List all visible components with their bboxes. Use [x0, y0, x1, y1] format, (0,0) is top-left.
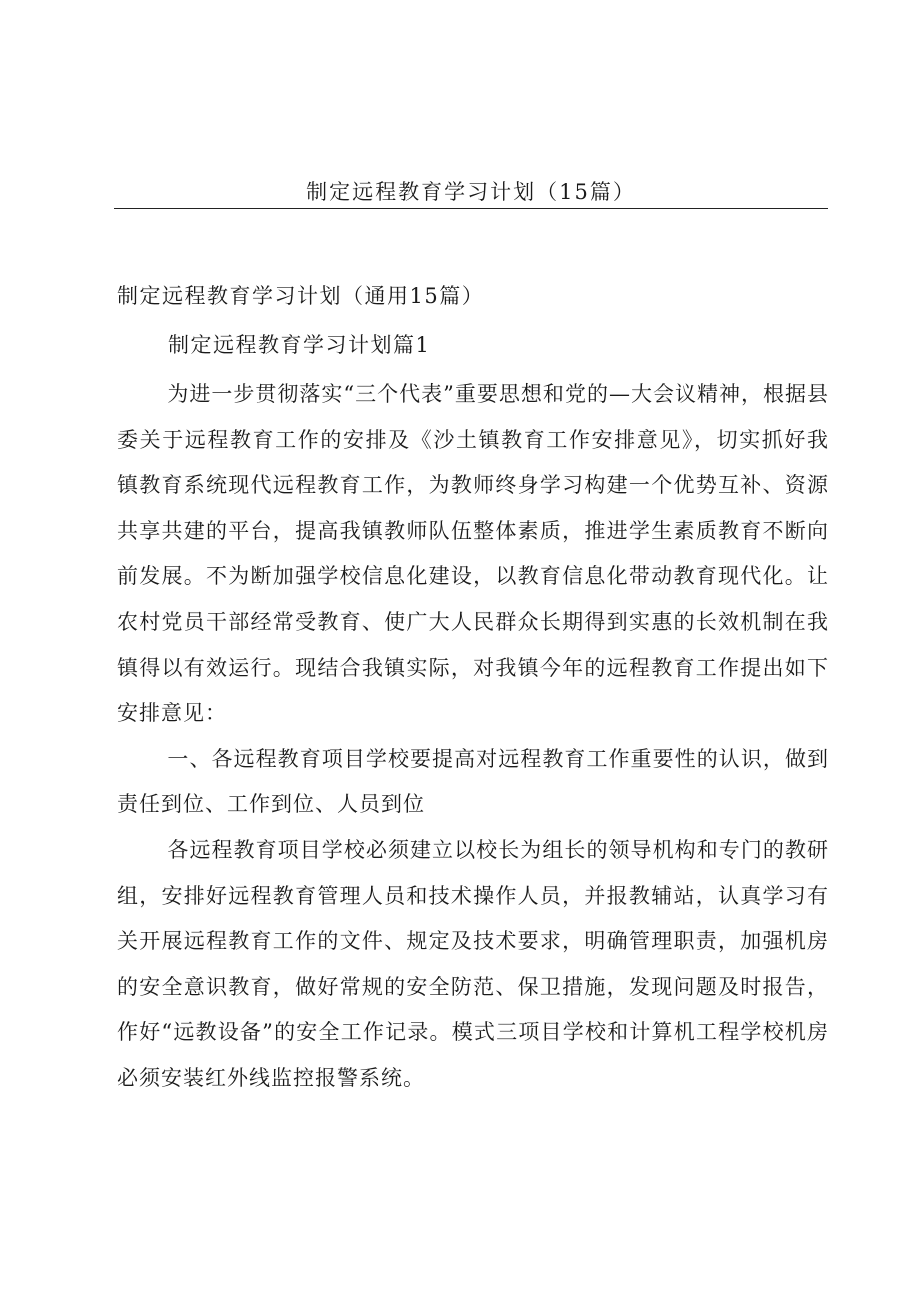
document-body [117, 372, 829, 1102]
running-header-title: 制定远程教育学习计划（15篇） [306, 180, 636, 204]
paragraph: 各远程教育项目学校必须建立以校长为组长的领导机构和专门的教研组，安排好远程教育管理人员和技术操作人员，并报教辅站，认真学习有关开展远程教育工作的文件、规定及技术要求，明确管理职责，加强机房的安全意识教育，做好常规的安全防范、保卫措施，发现问题及时报告，作好“远教设备”的安全工作记录。模式三项目学校和计算机工程学校机房必须安装红外线监控报警系统。 [117, 837, 829, 1090]
paragraph: 一、各远程教育项目学校要提高对远程教育工作重要性的认识，做到责任到位、工作到位、人员到位 [117, 746, 829, 817]
section-title: 制定远程教育学习计划篇1 [168, 333, 431, 357]
document-title: 制定远程教育学习计划（通用15篇） [117, 284, 485, 308]
header-divider [114, 208, 828, 209]
paragraph: 为进一步贯彻落实“三个代表”重要思想和党的—大会议精神，根据县委关于远程教育工作的安排及《沙土镇教育工作安排意见》，切实抓好我镇教育系统现代远程教育工作，为教师终身学习构建一个优势互补、资源共享共建的平台，提高我镇教师队伍整体素质，推进学生素质教育不断向前发展。不为断加强学校信息化建设，以教育信息化带动教育现代化。让农村党员干部经常受教育、使广大人民群众长期得到实惠的长效机制在我镇得以有效运行。现结合我镇实际，对我镇今年的远程教育工作提出如下安排意见： [117, 382, 829, 726]
